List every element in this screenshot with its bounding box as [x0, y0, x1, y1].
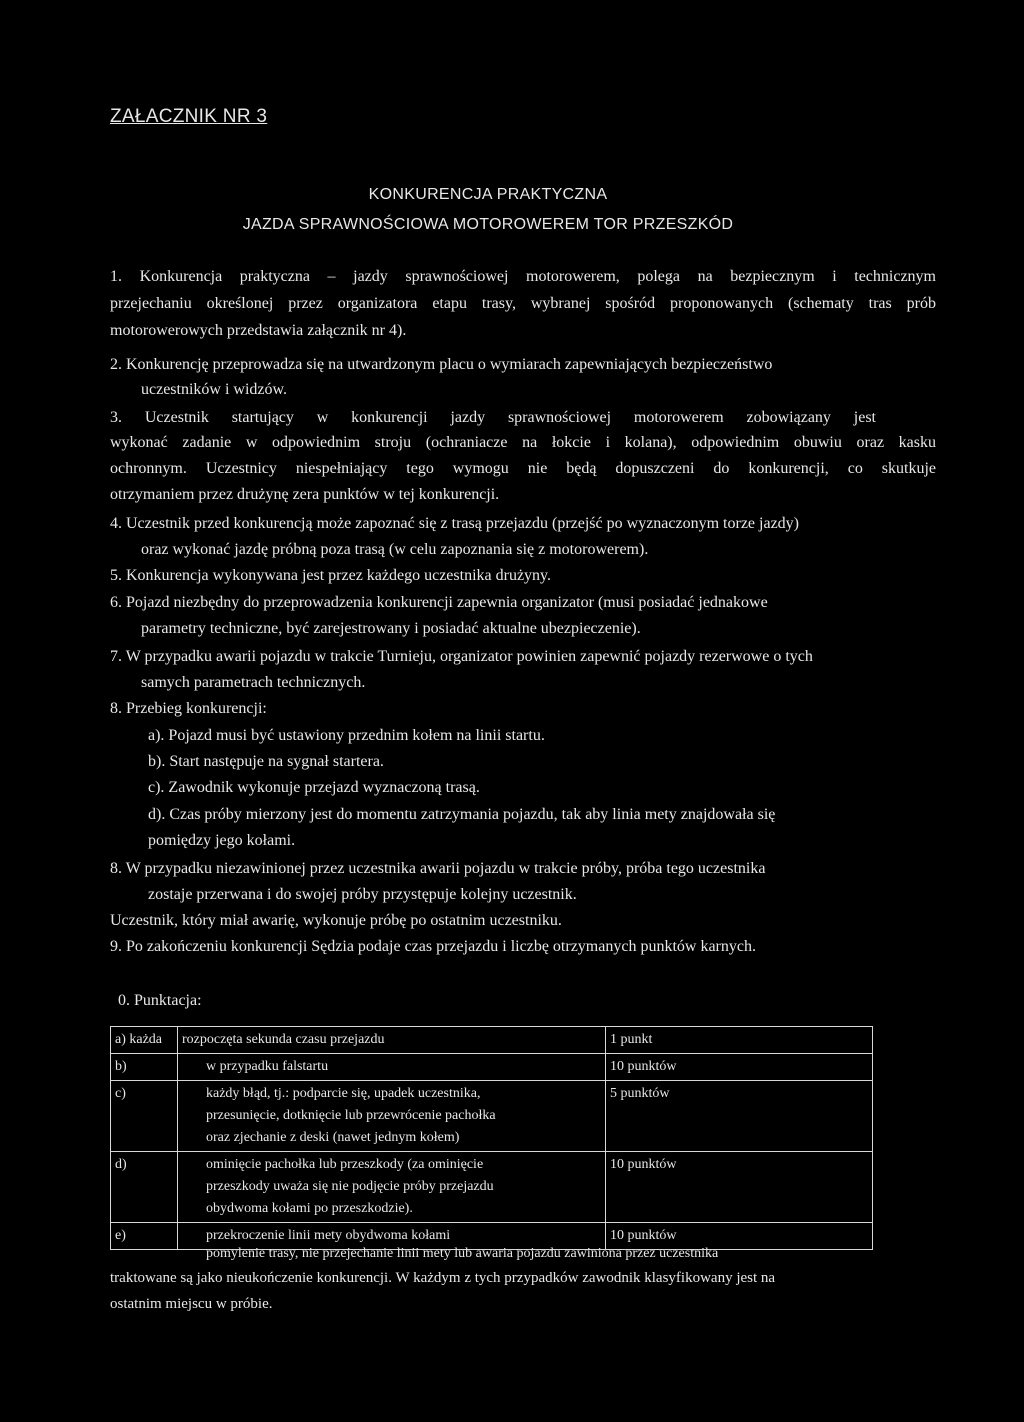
para-6-line-2: parametry techniczne, być zarejestrowany i posiadać aktualne ubezpieczenie). [141, 620, 641, 637]
para-8-line-1: 8. Przebieg konkurencji: [110, 700, 267, 717]
para-8b-line-2: zostaje przerwana i do swojej próby przystępuje kolejny uczestnik. [148, 886, 577, 903]
para-7-line-2: samych parametrach technicznych. [141, 674, 366, 691]
row-description [178, 1027, 606, 1054]
para-4-line-1: 4. Uczestnik przed konkurencją może zapoznać się z trasą przejazdu (przejść po wyznaczonym torze jazdy) [110, 515, 799, 532]
para-2-line-2: uczestników i widzów. [141, 381, 288, 398]
footer-line-2: traktowane są jako nieukończenie konkurencji. W każdym z tych przypadków zawodnik klasyfikowany jest na [110, 1270, 776, 1286]
row-key: d) [111, 1152, 178, 1223]
table-row [111, 1054, 873, 1081]
para-1-line-1: 1. Konkurencja praktyczna – jazdy sprawnościowej motorowerem, polega na bezpiecznym i technicznym [110, 268, 936, 285]
para-8-item-c: c). Zawodnik wykonuje przejazd wyznaczoną trasą. [148, 779, 480, 796]
para-5: 5. Konkurencja wykonywana jest przez każdego uczestnika drużyny. [110, 567, 552, 584]
table-row [111, 1152, 873, 1223]
scoring-table [110, 1026, 873, 1250]
para-6-line-1: 6. Pojazd niezbędny do przeprowadzenia konkurencji zapewnia organizator (musi posiadać jednakowe [110, 594, 768, 611]
para-4-line-2: oraz wykonać jazdę próbną poza trasą (w celu zapoznania się z motorowerem). [141, 541, 649, 558]
row-points: 10 punktów [606, 1152, 873, 1223]
description-line: każdy błąd, tj.: podparcie się, upadek uczestnika, [206, 1086, 481, 1101]
para-3-line-4: otrzymaniem przez drużynę zera punktów w tej konkurencji. [110, 486, 500, 503]
row-description [178, 1054, 606, 1081]
row-description [178, 1152, 606, 1223]
para-1-line-3: motorowerowych przedstawia załącznik nr 4). [110, 322, 407, 339]
para-1-line-2: przejechaniu określonej przez organizatora etapu trasy, wybranej spośród proponowanych (schematy tras prób [110, 295, 936, 312]
row-key: e) [111, 1223, 178, 1250]
description-line: przeszkody uważa się nie podjęcie próby przejazdu [206, 1179, 494, 1194]
description-line: przekroczenie linii mety obydwoma kołami [206, 1228, 451, 1243]
para-2-line-1: 2. Konkurencję przeprowadza się na utwardzonym placu o wymiarach zapewniających bezpieczeństwo [110, 356, 773, 373]
row-description [178, 1081, 606, 1152]
row-points: 5 punktów [606, 1081, 873, 1152]
para-3-line-3: ochronnym. Uczestnicy niespełniający tego wymogu nie będą dopuszczeni do konkurencji, co skutkuje [110, 460, 936, 477]
para-9: 9. Po zakończeniu konkurencji Sędzia podaje czas przejazdu i liczbę otrzymanych punktów karnych. [110, 938, 756, 955]
description-line: ominięcie pachołka lub przeszkody (za ominięcie [206, 1157, 484, 1172]
para-3-line-2: wykonać zadanie w odpowiednim stroju (ochraniacze na łokcie i kolana), odpowiednim obuwiu oraz kasku [110, 434, 936, 451]
para-8-item-b: b). Start następuje na sygnał startera. [148, 753, 384, 770]
footer-line-3: ostatnim miejscu w próbie. [110, 1296, 273, 1312]
row-points: 10 punktów [606, 1223, 873, 1250]
row-key: a) każda [111, 1027, 178, 1054]
para-7-line-1: 7. W przypadku awarii pojazdu w trakcie Turnieju, organizator powinien zapewnić pojazdy rezerwowe o tych [110, 648, 813, 665]
para-8-item-a: a). Pojazd musi być ustawiony przednim kołem na linii startu. [148, 727, 545, 744]
scoring-label: 0. Punktacja: [118, 992, 202, 1009]
row-points: 1 punkt [606, 1027, 873, 1054]
description-line: rozpoczęta sekunda czasu przejazdu [182, 1032, 385, 1047]
para-8c: Uczestnik, który miał awarię, wykonuje próbę po ostatnim uczestniku. [110, 912, 562, 929]
footer-line-1: pomylenie trasy, nie przejechanie linii mety lub awaria pojazdu zawiniona przez uczestnika [206, 1246, 719, 1261]
table-row [111, 1081, 873, 1152]
description-line: obydwoma kołami po przeszkodzie). [206, 1201, 413, 1216]
para-8b-line-1: 8. W przypadku niezawinionej przez uczestnika awarii pojazdu w trakcie próby, próba tego uczestnika [110, 860, 766, 877]
title-line-2: JAZDA SPRAWNOŚCIOWA MOTOROWEREM TOR PRZESZKÓD [242, 216, 734, 233]
row-key: c) [111, 1081, 178, 1152]
row-key: b) [111, 1054, 178, 1081]
description-line: przesunięcie, dotknięcie lub przewrócenie pachołka [206, 1108, 496, 1123]
para-8-item-d-line-1: d). Czas próby mierzony jest do momentu zatrzymania pojazdu, tak aby linia mety znajdowała się [148, 806, 776, 823]
attachment-heading: ZAŁACZNIK NR 3 [110, 106, 268, 127]
title-line-1: KONKURENCJA PRAKTYCZNA [368, 186, 608, 203]
para-8-item-d-line-2: pomiędzy jego kołami. [148, 832, 296, 849]
description-line: w przypadku falstartu [206, 1059, 329, 1074]
row-points: 10 punktów [606, 1054, 873, 1081]
para-3-line-1: 3. Uczestnik startujący w konkurencji jazdy sprawnościowej motorowerem zobowiązany jest [110, 409, 876, 426]
table-row [111, 1027, 873, 1054]
description-line: oraz zjechanie z deski (nawet jednym kołem) [206, 1130, 460, 1145]
